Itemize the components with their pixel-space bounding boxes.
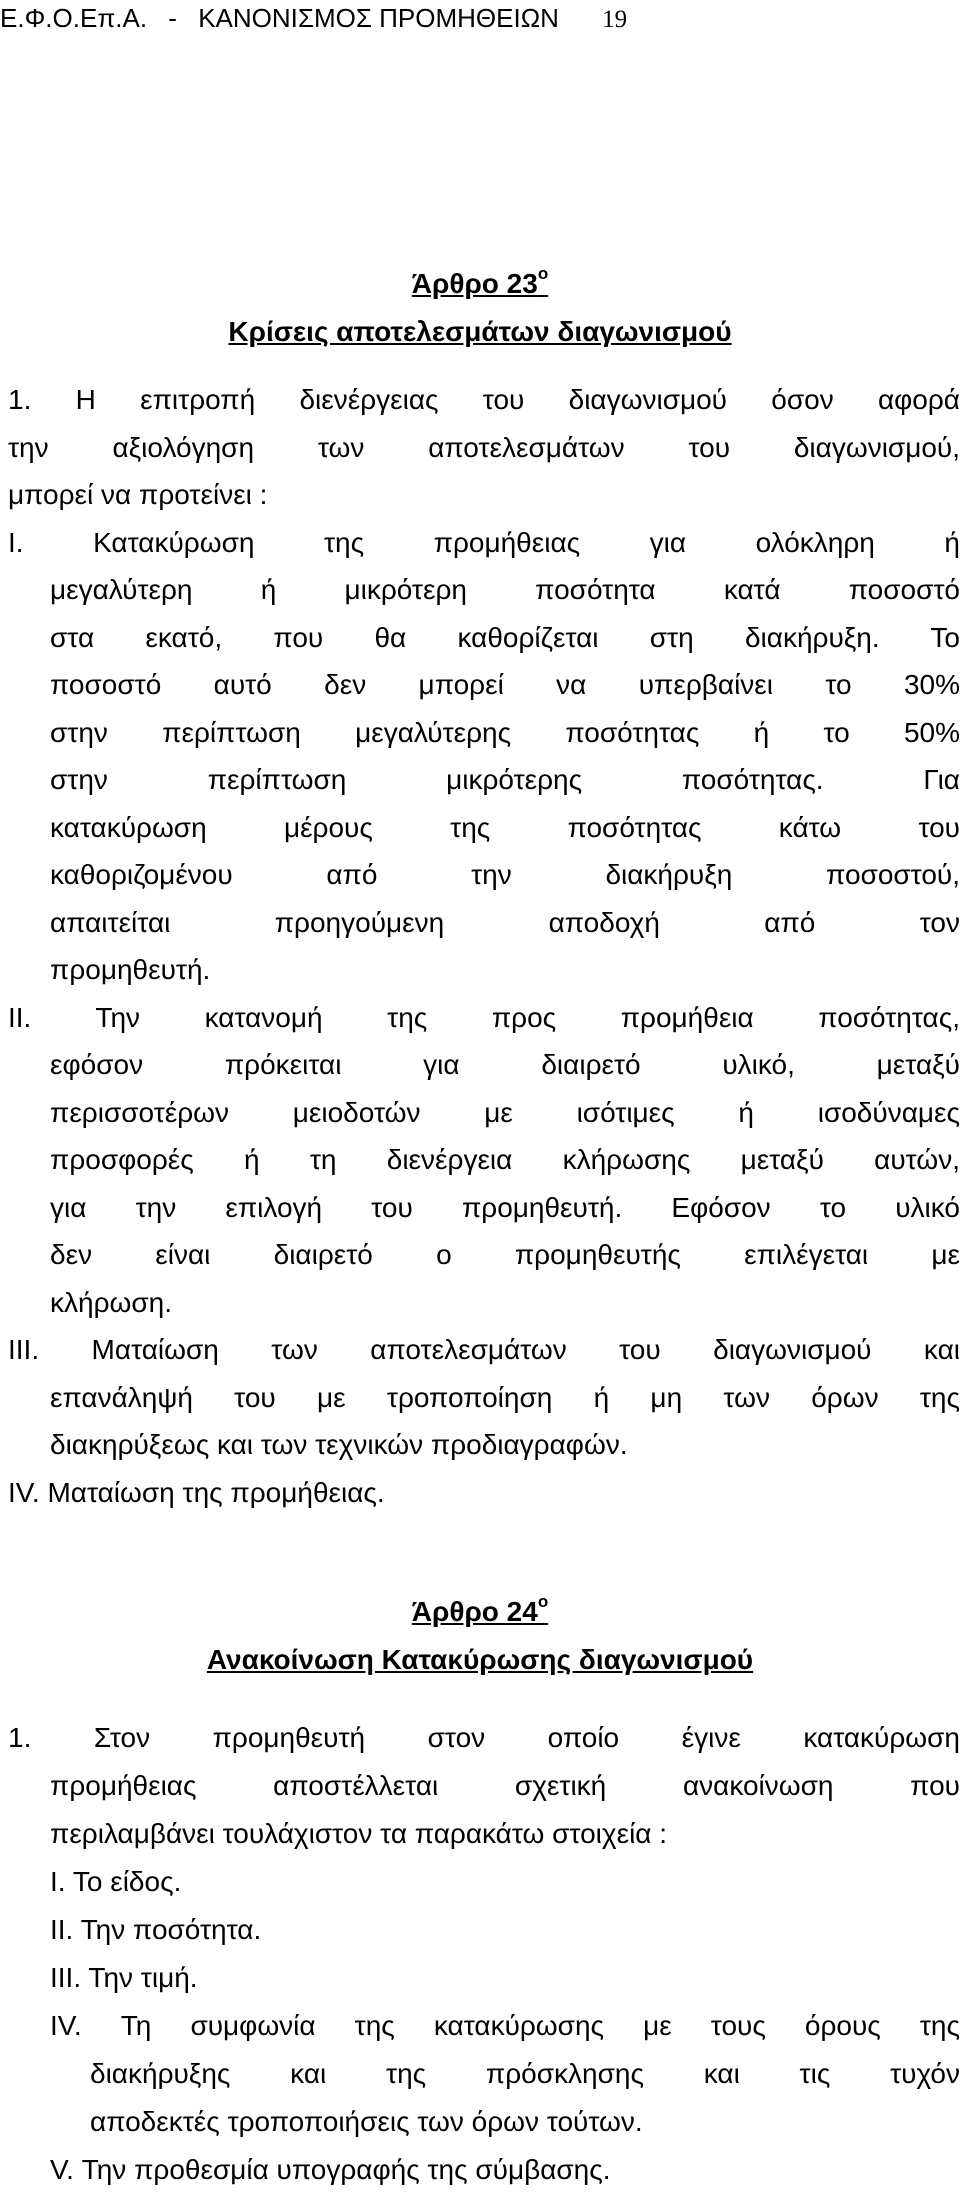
page-header: [0, 2, 627, 36]
a24-line-2: προμήθειας αποστέλλεται σχετική ανακοίνωση που: [50, 1770, 960, 1801]
a23-line-15: εφόσον πρόκειται για διαιρετό υλικό, μεταξύ: [50, 1049, 960, 1080]
a23-line-4: Ι. Κατακύρωση της προμήθειας για ολόκληρη ή: [8, 527, 960, 558]
a23-line-12: απαιτείται προηγούμενη αποδοχή από τον: [50, 907, 960, 938]
a23-line-8: στην περίπτωση μεγαλύτερης ποσότητας ή το 50%: [50, 717, 960, 748]
a23-line-23: διακηρύξεως και των τεχνικών προδιαγραφών.: [50, 1429, 628, 1460]
page-number: 19: [602, 6, 628, 33]
a23-line-21: ΙΙΙ. Ματαίωση των αποτελεσμάτων του διαγωνισμού και: [8, 1334, 960, 1365]
a24-line-9: αποδεκτές τροποποιήσεις των όρων τούτων.: [90, 2106, 643, 2137]
a24-line-7: ΙV. Τη συμφωνία της κατακύρωσης με τους όρους της: [50, 2010, 960, 2041]
a23-line-20: κλήρωση.: [50, 1287, 172, 1318]
a24-line-1: 1. Στον προμηθευτή στον οποίο έγινε κατακύρωση: [8, 1722, 960, 1753]
a24-line-3: περιλαμβάνει τουλάχιστον τα παρακάτω στοιχεία :: [50, 1818, 668, 1849]
a23-line-2: την αξιολόγηση των αποτελεσμάτων του διαγωνισμού,: [8, 432, 960, 463]
a23-line-10: κατακύρωση μέρους της ποσότητας κάτω του: [50, 812, 960, 843]
a23-line-9: στην περίπτωση μικρότερης ποσότητας. Για: [50, 764, 960, 795]
article-24-label: Άρθρο $24^o$: [411, 1591, 549, 1627]
a23-line-7: ποσοστό αυτό δεν μπορεί να υπερβαίνει το 30%: [50, 669, 960, 700]
article-23-title: Κρίσεις αποτελεσμάτων διαγωνισμού: [228, 316, 732, 347]
a23-line-14: ΙΙ. Την κατανομή της προς προμήθεια ποσότητας,: [8, 1002, 960, 1033]
a24-line-4: Ι. Το είδος.: [50, 1866, 182, 1897]
a23-line-17: προσφορές ή τη διενέργεια κλήρωσης μεταξύ αυτών,: [50, 1144, 960, 1175]
a23-line-19: δεν είναι διαιρετό ο προμηθευτής επιλέγεται με: [50, 1239, 960, 1270]
header-org: Ε.Φ.Ο.Επ.Α.: [0, 3, 148, 33]
a24-line-8: διακήρυξης και της πρόσκλησης και τις τυχόν: [90, 2058, 960, 2089]
a23-line-5: μεγαλύτερη ή μικρότερη ποσότητα κατά ποσοστό: [50, 574, 960, 605]
a23-line-3: μπορεί να προτείνει :: [8, 479, 268, 510]
header-separator: -: [168, 3, 177, 33]
a24-line-10: V. Την προθεσμία υπογραφής της σύμβασης.: [50, 2154, 611, 2185]
header-title: ΚΑΝΟΝΙΣΜΟΣ ΠΡΟΜΗΘΕΙΩΝ: [198, 3, 559, 33]
a23-line-24: ΙV. Ματαίωση της προμήθειας.: [8, 1477, 385, 1508]
a24-line-5: ΙΙ. Την ποσότητα.: [50, 1914, 262, 1945]
a23-line-13: προμηθευτή.: [50, 954, 211, 985]
a23-line-1: 1. Η επιτροπή διενέργειας του διαγωνισμού όσον αφορά: [8, 384, 960, 415]
a23-line-22: επανάληψή του με τροποποίηση ή μη των όρων της: [50, 1382, 960, 1413]
a23-line-16: περισσοτέρων μειοδοτών με ισότιμες ή ισοδύναμες: [50, 1097, 960, 1128]
a24-line-6: ΙΙΙ. Την τιμή.: [50, 1962, 198, 1993]
article-24-title: Ανακοίνωση Κατακύρωσης διαγωνισμού: [206, 1644, 754, 1675]
article-23-ordinal: ο: [537, 263, 549, 283]
a23-line-11: καθοριζομένου από την διακήρυξη ποσοστού,: [50, 859, 960, 890]
article-23-label: Άρθρο $23^o$: [411, 263, 549, 299]
article-24-ordinal: ο: [537, 1591, 549, 1611]
a23-line-18: για την επιλογή του προμηθευτή. Εφόσον το υλικό: [50, 1192, 960, 1223]
a23-line-6: στα εκατό, που θα καθορίζεται στη διακήρυξη. Το: [50, 622, 960, 653]
